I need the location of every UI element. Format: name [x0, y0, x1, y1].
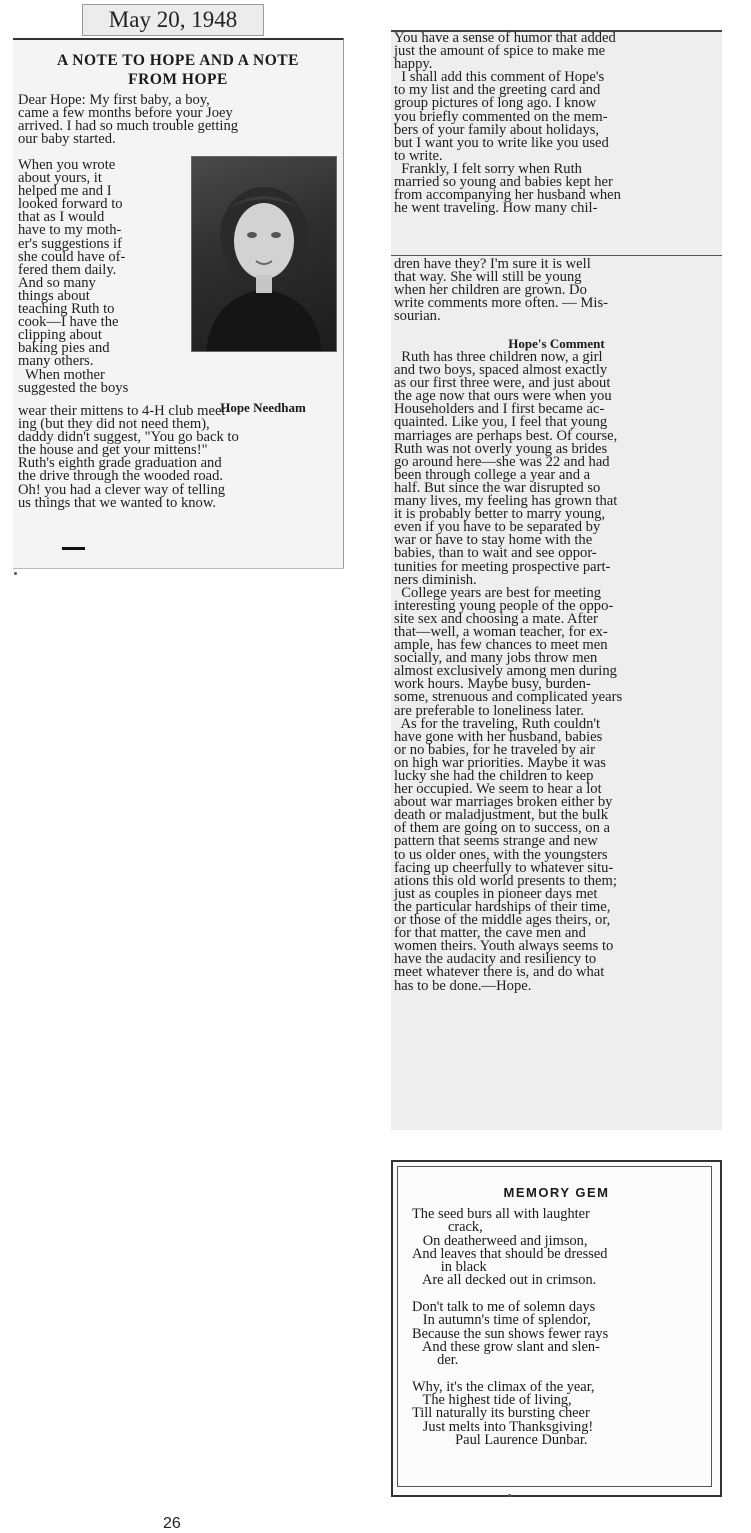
memory-gem-poem: The seed burs all with laughter crack, On deatherweed and jimson, And leaves that should be dressed in black Are all decked out in crimson. Don't talk to me of solemn days In autumn's time of splendor, Because the sun shows fewer rays And these grow slant and slen- der. Why, it's the climax of the year, The highest tide of living, Till naturally its bursting cheer Just melts into Thanksgiving! Paul Laurence Dunbar.	[412, 1206, 609, 1449]
paper-speck	[14, 572, 17, 575]
reply-text-signoff: dren have they? I'm sure it is well that way. She will still be young when her children are grown. Do write comments more often. — Mis- sourian.	[394, 256, 608, 325]
clipping-date-label: May 20, 1948	[82, 4, 264, 36]
article-headline: A NOTE TO HOPE AND A NOTE FROM HOPE	[57, 52, 299, 88]
portrait-figure-icon	[192, 157, 336, 351]
letter-opening-text: Dear Hope: My first baby, a boy, came a few months before your Joey arrived. I had so much trouble getting our baby started.	[18, 92, 239, 148]
page-number: 26	[163, 1515, 181, 1532]
comment-heading: Hope's Comment	[508, 336, 605, 351]
letter-wrapped-text: When you wrote about yours, it helped me and I looked forward to that as I would have to my moth- er's suggestions if she could have of- fered them daily. And so many things about teaching Ruth to cook—I have the clipping about baking pies and many others. When mother suggested the boys	[18, 157, 129, 396]
reply-text-upper: You have a sense of humor that added just the amount of spice to make me happy. I shall add this comment of Hope's to my list and the greeting card and group pictures of long ago. I know you briefly commented on the mem- bers of your family about holidays, but I want you to write like you used to write. Frankly, I felt sorry when Ruth married so young and babies kept her from accompanying her husband when he went traveling. How many chil-	[394, 30, 621, 217]
memory-gem-title: MEMORY GEM	[503, 1185, 610, 1200]
photo-caption: Hope Needham	[220, 400, 306, 415]
hope-comment-text: Ruth has three children now, a girl and two boys, spaced almost exactly as our first three were, and just about the age now that ours were when you Householders and I first became ac- quainted. Like you, I feel that young marriages are perhaps best. Of course, Ruth was not overly young as brides go around here—she was 22 and had been through college a year and a half. But since the war disrupted so many lives, my feeling has grown that it is probably better to marry young, even if you have to be separated by war or have to stay home with the babies, than to wait and see oppor- tunities for meeting prospective part- ners diminish. College years are best for meeting interesting young people of the oppo- site sex and choosing a mate. After that—well, a woman teacher, for ex- ample, has few chances to meet men socially, and many jobs throw men almost exclusively among men during work hours. Maybe busy, burden- some, strenuous and complicated years are preferable to loneliness later. As for the traveling, Ruth couldn't have gone with her husband, babies or no babies, for he traveled by air on high war priorities. Maybe it was lucky she had the children to keep her occupied. We seem to hear a lot about war marriages broken either by death or maladjustment, but the bulk of them are going on to success, on a pattern that seems strange and new to us older ones, with the youngsters facing up cheerfully to whatever situ- ations this old world presents to them; just as couples in pioneer days met the particular hardships of their time, or those of the middle ages theirs, or, for that matter, the cave men and women theirs. Youth always seems to have the audacity and resiliency to meet whatever there is, and do what has to be done.—Hope.	[394, 349, 623, 994]
pencil-underline	[62, 547, 85, 550]
portrait-photo	[191, 156, 337, 352]
letter-closing-text: wear their mittens to 4-H club meet- ing (but they did not need them), daddy didn't suggest, "You go back to the house and get your mittens!" Ruth's eighth grade graduation and the drive through the wooded road. Oh! you had a clever way of telling us things that we wanted to know.	[18, 403, 239, 511]
paper-speck	[508, 1494, 511, 1497]
